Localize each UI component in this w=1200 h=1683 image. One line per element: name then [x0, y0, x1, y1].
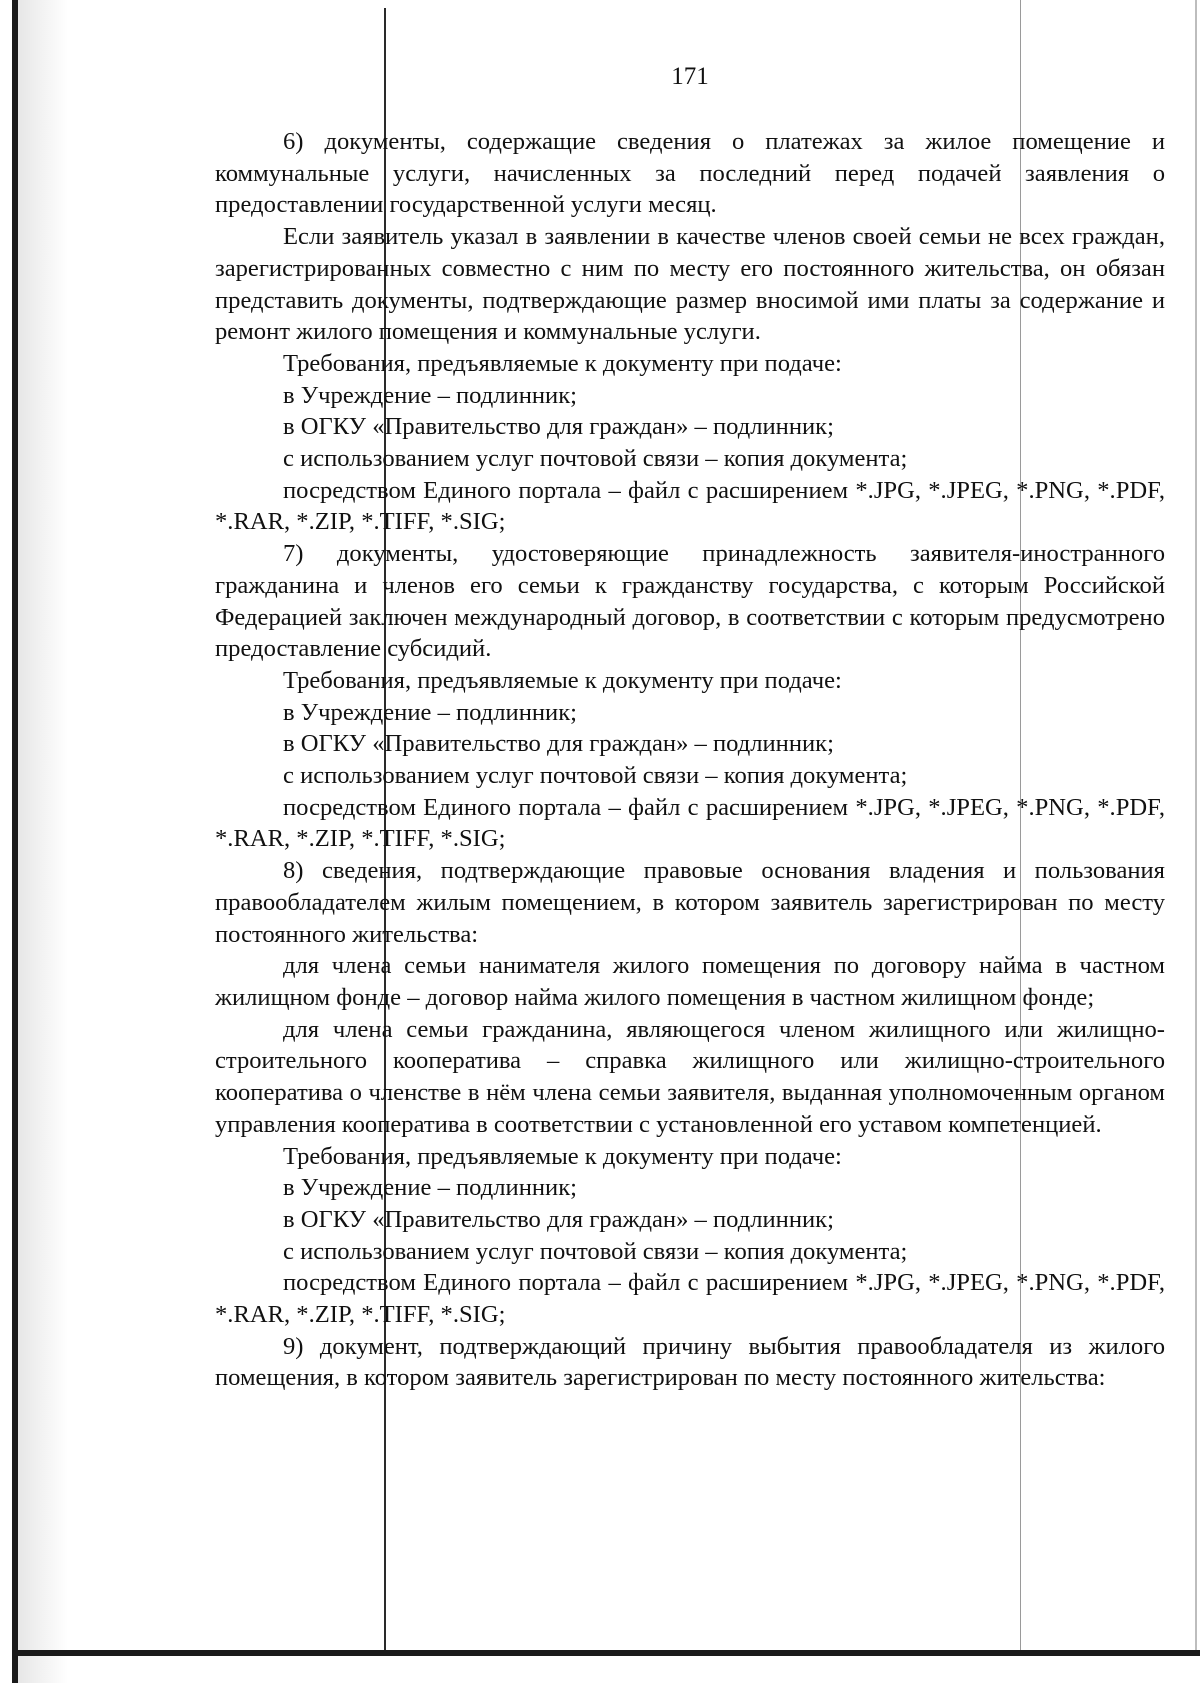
paragraph: 8) сведения, подтверждающие правовые основания владения и пользования правообладателем жилым помещением, в котором заявитель зарегистрирован по месту постоянного жительства: — [215, 857, 1165, 948]
scan-bottom-border — [12, 1650, 1200, 1656]
paragraph: в ОГКУ «Правительство для граждан» – подлинник; — [283, 730, 834, 758]
paragraph: Требования, предъявляемые к документу при подаче: — [283, 666, 842, 694]
page-number: 171 — [671, 63, 709, 90]
paragraph: Требования, предъявляемые к документу при подаче: — [283, 349, 842, 377]
paragraph: с использованием услуг почтовой связи – копия документа; — [283, 1237, 908, 1265]
paragraph: в Учреждение – подлинник; — [283, 698, 577, 726]
paragraph: в ОГКУ «Правительство для граждан» – подлинник; — [283, 413, 834, 441]
paragraph: для члена семьи нанимателя жилого помещения по договору найма в частном жилищном фонде – договор найма жилого помещения в частном жилищном фонде; — [215, 952, 1165, 1011]
paragraph: 9) документ, подтверждающий причину выбытия правообладателя из жилого помещения, в котором заявитель зарегистрирован по месту постоянного жительства: — [215, 1332, 1165, 1392]
paragraph: 6) документы, содержащие сведения о платежах за жилое помещение и коммунальные услуги, начисленных за последний перед подачей заявления о предоставлении государственной услуги месяц. — [215, 128, 1165, 219]
scan-artifact-line — [1195, 0, 1197, 1650]
paragraph: с использованием услуг почтовой связи – копия документа; — [283, 762, 908, 790]
paragraph: посредством Единого портала – файл с расширением *.JPG, *.JPEG, *.PNG, *.PDF, *.RAR, *.ZIP, *.TIFF, *.SIG; — [215, 793, 1165, 853]
paragraph: в Учреждение – подлинник; — [283, 381, 577, 409]
paragraph: посредством Единого портала – файл с расширением *.JPG, *.JPEG, *.PNG, *.PDF, *.RAR, *.ZIP, *.TIFF, *.SIG; — [215, 476, 1165, 536]
scan-left-border — [12, 0, 18, 1683]
paragraph: Требования, предъявляемые к документу при подаче: — [283, 1142, 842, 1170]
paragraph: Если заявитель указал в заявлении в качестве членов своей семьи не всех граждан, зарегистрированных совместно с ним по месту его постоянного жительства, он обязан представить документы, подтверждающие размер вносимой ими платы за содержание и ремонт жилого помещения и коммунальные услуги. — [215, 223, 1165, 346]
scan-shadow — [18, 0, 68, 1683]
paragraph: в Учреждение – подлинник; — [283, 1174, 577, 1202]
paragraph: 7) документы, удостоверяющие принадлежность заявителя-иностранного гражданина и членов его семьи к гражданству государства, с которым Российской Федерацией заключен международный договор, в соответствии с которым предусмотрено предоставление субсидий. — [215, 540, 1165, 663]
paragraph: посредством Единого портала – файл с расширением *.JPG, *.JPEG, *.PNG, *.PDF, *.RAR, *.ZIP, *.TIFF, *.SIG; — [215, 1269, 1165, 1329]
paragraph: с использованием услуг почтовой связи – копия документа; — [283, 445, 908, 473]
paragraph: для члена семьи гражданина, являющегося членом жилищного или жилищно-строительного кооператива – справка жилищного или жилищно-строительного кооператива о членстве в нём члена семьи заявителя, выданная уполномоченным органом управления кооператива в соответствии с установленной его уставом компетенцией. — [215, 1015, 1165, 1138]
document-body — [215, 126, 1165, 1394]
paragraph: в ОГКУ «Правительство для граждан» – подлинник; — [283, 1205, 834, 1233]
